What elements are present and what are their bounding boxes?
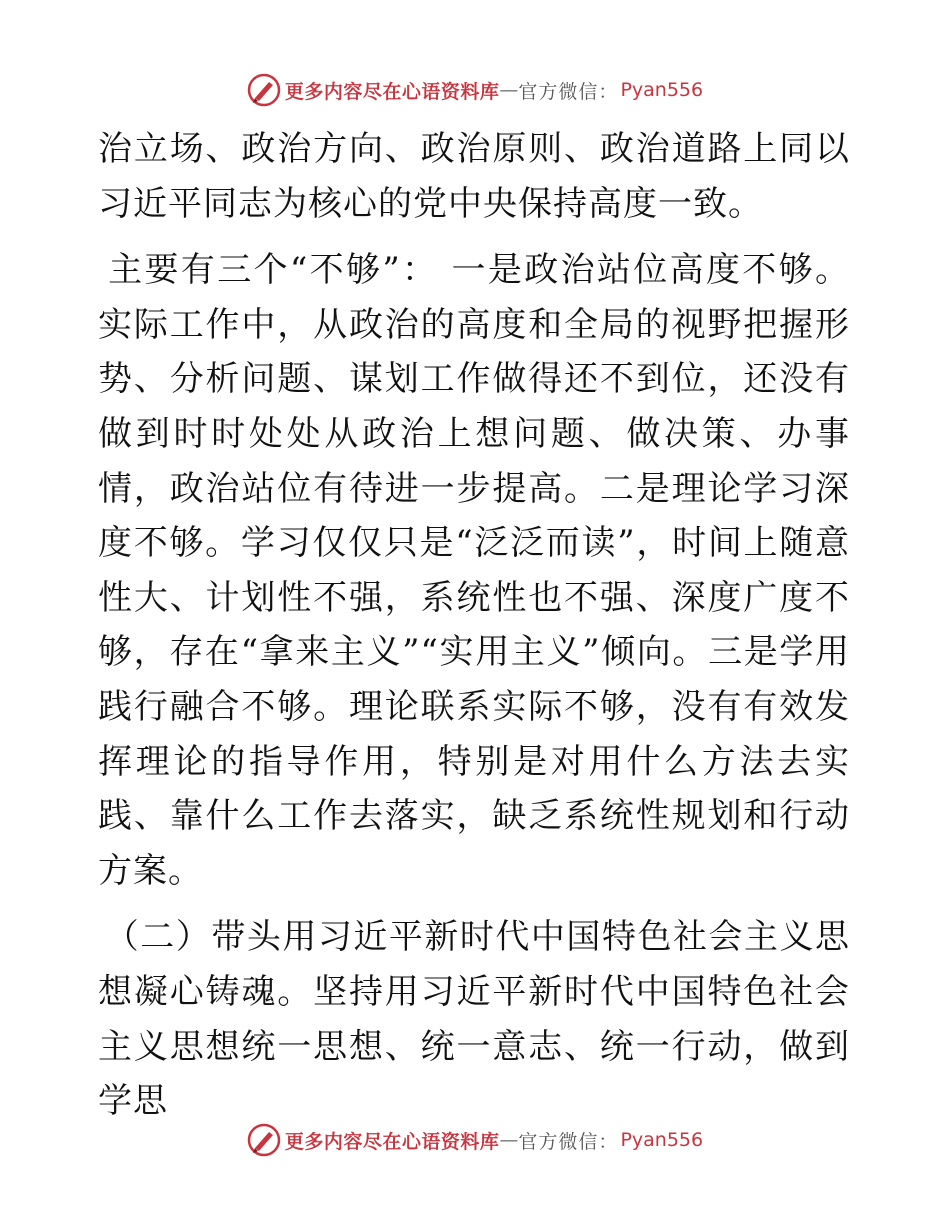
banner-brand-text: 更多内容尽在心语资料库 bbox=[284, 80, 500, 103]
pen-logo-icon bbox=[247, 73, 281, 107]
banner-dash: — bbox=[499, 79, 519, 101]
document-body bbox=[98, 122, 850, 1129]
header-banner bbox=[0, 70, 950, 110]
paragraph-3: （二）带头用习近平新时代中国特色社会主义思想凝心铸魂。坚持用习近平新时代中国特色社会主义思想统一思想、统一意志、统一行动，做到学思 bbox=[98, 917, 850, 1122]
banner-brand-text: 更多内容尽在心语资料库 bbox=[284, 1130, 500, 1153]
banner-wechat-account: Pyan556 bbox=[620, 79, 704, 101]
banner-wechat-label: 官方微信： bbox=[518, 1130, 619, 1153]
banner-dash: — bbox=[499, 1129, 519, 1151]
footer-banner bbox=[0, 1120, 950, 1160]
paragraph-2: 主要有三个“不够”： 一是政治站位高度不够。实际工作中，从政治的高度和全局的视野把握形势、分析问题、谋划工作做得还不到位，还没有做到时时处处从政治上想问题、做决策、办事情，政治站位有待进一步提高。二是理论学习深度不够。学习仅仅只是“泛泛而读”，时间上随意性大、计划性不强，系统性也不强、深度广度不够，存在“拿来主义”“实用主义”倾向。三是学用践行融合不够。理论联系实际不够，没有有效发挥理论的指导作用，特别是对用什么方法去实践、靠什么工作去落实，缺乏系统性规划和行动方案。 bbox=[98, 250, 850, 891]
banner-wechat-label: 官方微信： bbox=[518, 80, 619, 103]
paragraph-1: 治立场、政治方向、政治原则、政治道路上同以习近平同志为核心的党中央保持高度一致。 bbox=[98, 129, 850, 224]
pen-logo-icon bbox=[247, 1123, 281, 1157]
banner-wechat-account: Pyan556 bbox=[620, 1129, 704, 1151]
